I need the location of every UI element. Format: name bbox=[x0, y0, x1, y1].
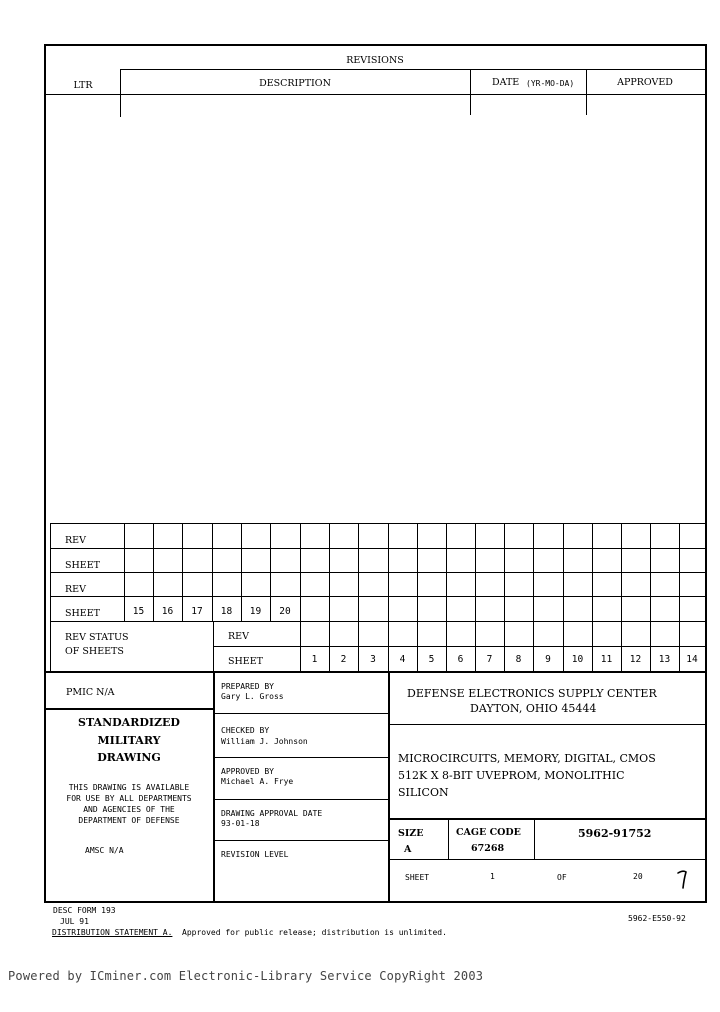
sheet-number-17: 17 bbox=[191, 606, 203, 617]
rev-grid-upper-vline-11 bbox=[417, 523, 418, 621]
revisions-title-divider bbox=[120, 69, 706, 70]
approved-by-value: Michael A. Frye bbox=[221, 777, 294, 786]
checked-by-label: CHECKED BY bbox=[221, 726, 270, 735]
watermark-text: Powered by ICminer.com Electronic-Library Service CopyRight 2003 bbox=[8, 969, 484, 983]
sheet-label-row4: SHEET bbox=[65, 608, 100, 619]
cage-code-value: 67268 bbox=[471, 843, 505, 854]
approved-header: APPROVED bbox=[617, 77, 673, 88]
availability-line-2: FOR USE BY ALL DEPARTMENTS bbox=[66, 794, 192, 803]
form-number: 5962-E550-92 bbox=[628, 914, 686, 923]
title-line-1: MICROCIRCUITS, MEMORY, DIGITAL, CMOS bbox=[398, 752, 656, 765]
pmic-label: PMIC N/A bbox=[66, 687, 115, 698]
rev-grid-upper-vline-19 bbox=[650, 523, 651, 621]
size-label: SIZE bbox=[398, 828, 424, 839]
rev-grid-upper-vline-9 bbox=[358, 523, 359, 621]
rev-grid-upper-vline-18 bbox=[621, 523, 622, 621]
revisions-header-divider bbox=[45, 94, 706, 95]
agency-divider bbox=[388, 724, 706, 725]
drawing-heading: DRAWING bbox=[97, 751, 161, 764]
rev-status-mid-hline bbox=[213, 646, 706, 647]
revisions-col-divider-2 bbox=[470, 69, 471, 115]
ltr-header: LTR bbox=[73, 80, 93, 91]
handwritten-mark bbox=[676, 869, 690, 891]
middle-column-divider bbox=[388, 671, 390, 902]
rev-grid-hline-2 bbox=[50, 572, 706, 573]
lower-sheet-number-14: 14 bbox=[686, 654, 698, 665]
date-header: DATE bbox=[492, 77, 520, 88]
rev-label-row1: REV bbox=[65, 535, 86, 546]
availability-line-3: AND AGENCIES OF THE bbox=[83, 805, 175, 814]
prepared-by-divider bbox=[213, 713, 388, 714]
sheet-number-20: 20 bbox=[279, 606, 291, 617]
date-format-header: (YR-MO-DA) bbox=[526, 79, 575, 88]
rev-grid-upper-vline-15 bbox=[533, 523, 534, 621]
size-value: A bbox=[404, 844, 412, 855]
availability-line-4: DEPARTMENT OF DEFENSE bbox=[78, 816, 180, 825]
approval-date-divider bbox=[213, 840, 388, 841]
rev-grid-upper-vline-16 bbox=[563, 523, 564, 621]
form-date: JUL 91 bbox=[60, 917, 89, 926]
lower-sheet-number-1: 1 bbox=[311, 654, 318, 665]
lower-sheet-number-5: 5 bbox=[428, 654, 435, 665]
lower-sheet-number-12: 12 bbox=[629, 654, 642, 665]
left-column-divider bbox=[213, 671, 215, 902]
distribution-text: Approved for public release; distribution is unlimited. bbox=[182, 928, 447, 937]
rev-grid-left bbox=[50, 523, 51, 671]
rev-grid-hline-4 bbox=[50, 621, 706, 622]
lower-sheet-number-6: 6 bbox=[457, 654, 464, 665]
agency-name: DEFENSE ELECTRONICS SUPPLY CENTER bbox=[407, 687, 657, 700]
size-cage-divider bbox=[448, 818, 449, 859]
lower-sheet-number-11: 11 bbox=[600, 654, 613, 665]
availability-line-1: THIS DRAWING IS AVAILABLE bbox=[68, 783, 190, 792]
rev-grid-top bbox=[50, 523, 706, 524]
checked-by-divider bbox=[213, 757, 388, 758]
sheet-number-15: 15 bbox=[132, 606, 145, 617]
lower-sheet-number-10: 10 bbox=[571, 654, 584, 665]
of-sheets-label: OF SHEETS bbox=[65, 646, 124, 657]
lower-sheet-number-8: 8 bbox=[515, 654, 522, 665]
checked-by-value: William J. Johnson bbox=[221, 737, 308, 746]
title-line-2: 512K X 8-BIT UVEPROM, MONOLITHIC bbox=[398, 769, 625, 782]
description-header: DESCRIPTION bbox=[259, 78, 331, 89]
title-divider bbox=[388, 818, 706, 820]
rev-grid-upper-vline-17 bbox=[592, 523, 593, 621]
lower-sheet-number-7: 7 bbox=[486, 654, 493, 665]
revisions-col-divider-1 bbox=[120, 69, 121, 117]
drawing-number: 5962-91752 bbox=[578, 827, 652, 840]
title-block-top-rule bbox=[45, 671, 706, 673]
prepared-by-label: PREPARED BY bbox=[221, 682, 274, 691]
rev-grid-upper-vline-7 bbox=[300, 523, 301, 621]
form-designation: DESC FORM 193 bbox=[53, 906, 116, 915]
lower-sheet-number-13: 13 bbox=[658, 654, 671, 665]
rev-status-sheet-label: SHEET bbox=[228, 656, 263, 667]
rev-grid-upper-vline-12 bbox=[446, 523, 447, 621]
of-label: OF bbox=[557, 873, 567, 882]
standardized-heading: STANDARDIZED bbox=[78, 716, 180, 729]
lower-sheet-number-3: 3 bbox=[370, 654, 376, 665]
revision-level-label: REVISION LEVEL bbox=[221, 850, 289, 859]
rev-grid-upper-vline-14 bbox=[504, 523, 505, 621]
revisions-title: REVISIONS bbox=[346, 55, 404, 66]
revisions-col-divider-3 bbox=[586, 69, 587, 115]
total-sheets: 20 bbox=[633, 872, 643, 881]
size-row-divider bbox=[388, 859, 706, 860]
sheet-number-18: 18 bbox=[220, 606, 233, 617]
rev-status-rev-label: REV bbox=[228, 631, 249, 642]
distribution-label: DISTRIBUTION STATEMENT A. bbox=[52, 928, 173, 937]
agency-address: DAYTON, OHIO 45444 bbox=[470, 702, 597, 715]
amsc-label: AMSC N/A bbox=[85, 846, 124, 855]
rev-status-label: REV STATUS bbox=[65, 632, 129, 643]
lower-sheet-number-4: 4 bbox=[399, 654, 406, 665]
lower-sheet-number-9: 9 bbox=[545, 654, 551, 665]
lower-sheet-number-2: 2 bbox=[340, 654, 347, 665]
title-line-3: SILICON bbox=[398, 786, 449, 799]
sheet-label-row2: SHEET bbox=[65, 560, 100, 571]
cage-code-label: CAGE CODE bbox=[456, 827, 521, 838]
rev-grid-upper-vline-13 bbox=[475, 523, 476, 621]
rev-grid-hline-1 bbox=[50, 548, 706, 549]
rev-status-divider bbox=[213, 621, 214, 671]
sheet-label: SHEET bbox=[405, 873, 430, 882]
approval-date-label: DRAWING APPROVAL DATE bbox=[221, 809, 323, 818]
rev-grid-upper-vline-10 bbox=[388, 523, 389, 621]
approved-by-label: APPROVED BY bbox=[221, 767, 274, 776]
military-heading: MILITARY bbox=[97, 734, 161, 747]
sheet-number-16: 16 bbox=[161, 606, 174, 617]
rev-grid-upper-vline-8 bbox=[329, 523, 330, 621]
pmic-divider bbox=[45, 708, 213, 710]
approval-date-value: 93-01-18 bbox=[221, 819, 260, 828]
approved-by-divider bbox=[213, 799, 388, 800]
sheet-number-19: 19 bbox=[249, 606, 262, 617]
cage-dwg-divider bbox=[534, 818, 535, 859]
sheet-number: 1 bbox=[490, 872, 495, 881]
rev-grid-hline-3 bbox=[50, 596, 706, 597]
rev-label-row3: REV bbox=[65, 584, 86, 595]
prepared-by-value: Gary L. Gross bbox=[221, 692, 284, 701]
rev-grid-upper-vline-20 bbox=[679, 523, 680, 621]
